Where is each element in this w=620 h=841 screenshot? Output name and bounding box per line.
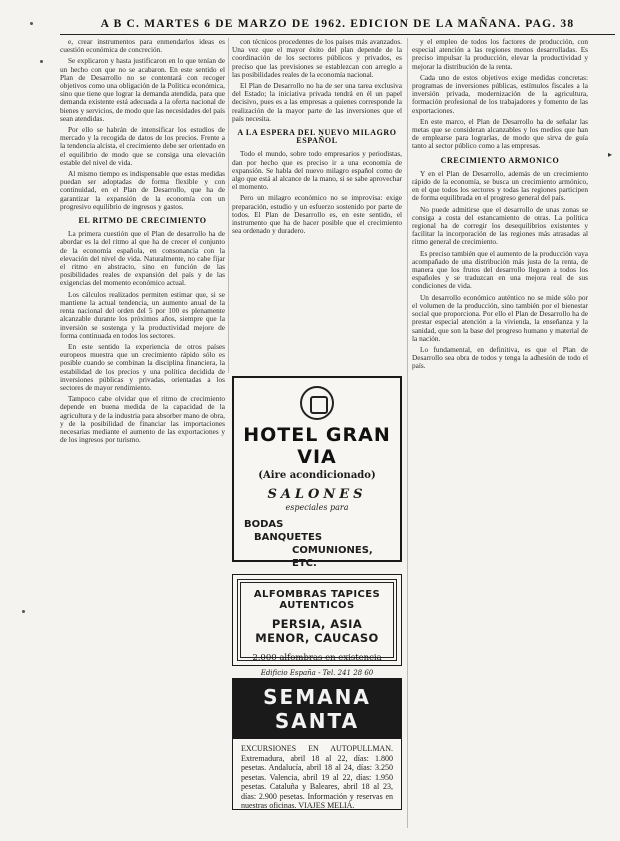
paragraph: Todo el mundo, sobre todo empresarios y periodistas, dan por hecho que es preciso ir a una economía de expansión. Se habla del nuevo milagro español como de algo que está al alcance de la mano, si se sabe aprovechar el momento. <box>232 149 402 192</box>
hotel-special: especiales para <box>285 503 349 512</box>
masthead-rule <box>60 34 615 35</box>
paragraph: con técnicos procedentes de los países más avanzados. Una vez que el mayor éxito del plan depende de la coordinación de los sectores públicos y privados, es preciso que las previsiones se establezcan con arreglo a las posibilidades reales de la economía nacional. <box>232 37 402 79</box>
paragraph: Al mismo tiempo es indispensable que estas medidas puedan ser adoptadas de forma flexible y con continuidad, en el Plan de Desarrollo, que ha de garantizar la expansión de la economía con un progresivo equilibrio de ingresos y gastos. <box>60 169 225 211</box>
paragraph: Los cálculos realizados permiten estimar que, si se mantiene la actual tendencia, un aumento anual de la renta nacional del orden del 5 por 100 es plenamente alcanzable durante los próximos años, siempre que la inversión se sostenga y la productividad mejore de forma continuada en todos los sectores. <box>60 289 225 340</box>
section-heading: EL RITMO DE CRECIMIENTO <box>78 216 207 226</box>
paragraph: y el empleo de todos los factores de producción, con especial atención a las regiones menos desarrolladas. Es preciso impulsar la producción, elevar la productividad y mejorar la distribución de la renta. <box>412 37 588 71</box>
column-divider <box>228 38 229 373</box>
hotel-gran-via-ad <box>232 376 402 569</box>
paragraph: Pero un milagro económico no se improvisa: exige preparación, estudio y un esfuerzo sostenido por parte de todos. El Plan de Desarrollo es, en este sentido, el instrumento que ha de hacer posible que el crecimiento sea ordenado y duradero. <box>232 193 402 236</box>
hotel-event-list <box>234 518 400 570</box>
column-divider <box>407 38 408 828</box>
page-masthead: A B C. MARTES 6 DE MARZO DE 1962. EDICION DE LA MAÑANA. PAG. 38 <box>100 18 575 30</box>
hotel-subtitle: (Aire acondicionado) <box>258 470 376 481</box>
section-heading: A LA ESPERA DEL NUEVO MILAGRO ESPAÑOL <box>237 128 397 146</box>
hotel-name: HOTEL GRAN VIA <box>243 424 391 468</box>
article-column-3 <box>412 38 588 374</box>
carpet-ad-title: ALFOMBRAS TAPICES AUTENTICOS <box>253 589 381 611</box>
carpet-ad-frame <box>237 579 397 677</box>
paragraph: En este sentido la experiencia de otros países europeos muestra que un crecimiento rápido sólo es posible cuando se combinan la disciplina financiera, la estabilidad de los precios y una política decidida de inversiones públicas y privadas, orientadas a los sectores de mayor rendimiento. <box>60 341 225 392</box>
carpet-ad <box>232 574 402 677</box>
section-heading: CRECIMIENTO ARMONICO <box>440 155 560 165</box>
paragraph: Se explicaron y hasta justificaron en lo que tenían de un hecho con que no se acabaron. En este sentido el Plan de Desarrollo no se contentará con recoger objetivos como una obligación de la Política económica, sino que tiene que lograr la demanda atendida, para que demanda existente está adecuada a la oferta nacional de bienes y servicios, de modo que las necesidades del país sean atendidas. <box>60 56 225 123</box>
carpet-ad-stock: 2.000 alfombras en existencia <box>252 653 382 663</box>
margin-dot <box>30 22 33 25</box>
paragraph: En este marco, el Plan de Desarrollo ha de señalar las metas que se consideran alcanzables y los medios que han de emplearse para lograrlas, de modo que sirva de guía tanto al sector público como a las empresas. <box>412 116 588 151</box>
paragraph: e, crear instrumentos para enmendarlos ideas es cuestión económica de concreción. <box>60 37 225 55</box>
paragraph: El Plan de Desarrollo no ha de ser una tarea exclusiva del Estado; la iniciativa privada tendrá en él un papel decisivo, pues es a las empresas a quienes corresponde la realización de la mayor parte de las inversiones que el país necesita. <box>232 81 402 123</box>
article-column-2 <box>232 38 402 238</box>
paragraph: Cada uno de estos objetivos exige medidas concretas: programas de inversiones públicas, estímulos fiscales a la inversión privada, modernización de la agricultura, formación profesional de los trabajadores y fomento de las exportaciones. <box>412 72 588 115</box>
paragraph: No puede admitirse que el desarrollo de unas zonas se consiga a costa del estancamiento de otras. La política regional ha de corregir los desequilibrios existentes y facilitar la incorporación de las regiones más atrasadas al ritmo general de crecimiento. <box>412 204 588 247</box>
margin-dot <box>22 610 25 613</box>
margin-dot <box>40 60 43 63</box>
semana-santa-title: SEMANA SANTA <box>233 679 401 739</box>
paragraph: Por ello se habrán de intensificar los estudios de mercado y la recogida de datos de los precios. Frente a la tendencia alcista, el crecimiento debe ser orientado en el equilibrio de modo que se consiga una elevación estable del nivel de vida. <box>60 125 225 167</box>
paragraph: Lo fundamental, en definitiva, es que el Plan de Desarrollo sea obra de todos y tenga la adhesión de todo el país. <box>412 344 588 371</box>
hotel-event: BODAS <box>244 519 284 530</box>
carpet-ad-origins: PERSIA, ASIA MENOR, CAUCASO <box>255 617 379 645</box>
hotel-event: BANQUETES <box>254 532 323 543</box>
hotel-salones: SALONES <box>267 487 367 502</box>
article-column-1 <box>60 38 225 447</box>
paragraph: La primera cuestión que el Plan de desarrollo ha de abordar es la del ritmo al que ha de crecer el conjunto de la economía española, en consonancia con la elevación del nivel de vida. Naturalmente, no cabe fijar el ritmo en abstracto, sino en función de las posibilidades reales de expansión del país y de las exigencias del momento económico actual. <box>60 229 225 288</box>
semana-santa-ad <box>232 678 402 810</box>
paragraph: Tampoco cabe olvidar que el ritmo de crecimiento depende en buena medida de la capacidad de la agricultura y de la industria para absorber mano de obra, y de la posibilidad de financiar las importaciones necesarias mediante el aumento de las exportaciones y de los ingresos por turismo. <box>60 394 225 445</box>
paragraph: Y en el Plan de Desarrollo, además de un crecimiento rápido de la economía, se busca un crecimiento armónico, en el que todos los sectores y todas las regiones participen de forma equilibrada en el progreso general del país. <box>412 168 588 203</box>
hotel-crest-icon <box>300 386 334 420</box>
hotel-event: COMUNIONES, ETC. <box>292 545 373 569</box>
semana-santa-body: EXCURSIONES EN AUTOPULLMAN. Extremadura, abril 18 al 22, días: 1.800 pesetas. Andalucía, abril 18 al 24, días: 3.250 pesetas. Valencia, abril 19 al 22, días: 1.950 pesetas. Cataluña y Baleares, abril 18 al 23, días: 2.900 pesetas. Información y reservas en nuestras oficinas. VIAJES MELIÁ. <box>241 744 393 810</box>
paragraph: Un desarrollo económico auténtico no se mide sólo por el volumen de la producción, sino también por el bienestar social que proporciona. Por ello el Plan de Desarrollo ha de prestar especial atención a la vivienda, la enseñanza y la sanidad, que son la base del progreso humano y material de la nación. <box>412 292 588 343</box>
paragraph: Es preciso también que el aumento de la producción vaya acompañado de una distribución más justa de la renta, de manera que los frutos del desarrollo lleguen a todos los españoles y se traduzcan en una mejora real de sus condiciones de vida. <box>412 248 588 291</box>
page-edge-marker-icon: ▸ <box>607 150 612 159</box>
carpet-ad-contact: Edificio España - Tel. 241 28 60 <box>260 669 374 677</box>
